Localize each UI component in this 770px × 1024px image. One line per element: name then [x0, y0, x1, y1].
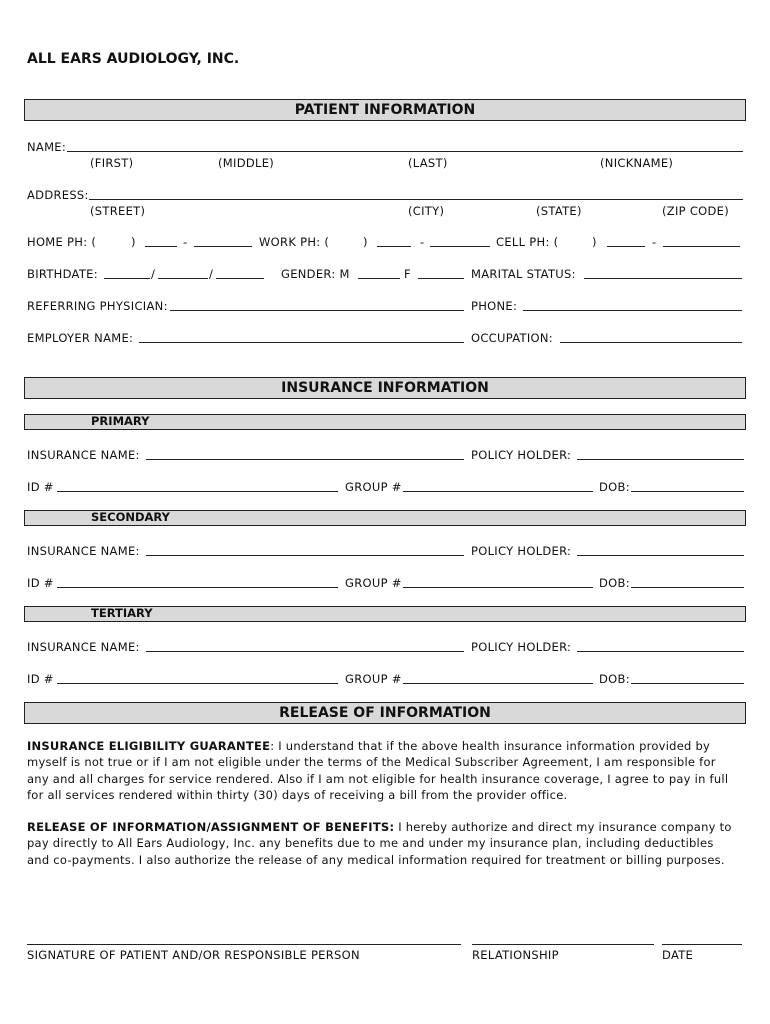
phone-field[interactable]: [523, 310, 742, 311]
cell-phone-paren: ): [592, 235, 597, 249]
tertiary-header: [24, 606, 746, 622]
middle-caption: (MIDDLE): [218, 156, 275, 170]
primary-id-label: ID #: [27, 480, 54, 494]
cell-phone-label: CELL PH: (: [496, 235, 559, 249]
birthdate-label: BIRTHDATE:: [27, 267, 98, 281]
birthdate-slash-1: /: [151, 267, 156, 281]
secondary-group-field[interactable]: [403, 587, 593, 588]
gender-f-field[interactable]: [418, 278, 464, 279]
eligibility-guarantee-paragraph: [27, 738, 739, 803]
employer-name-field[interactable]: [139, 342, 464, 343]
work-phone-number-field[interactable]: [430, 246, 490, 247]
assignment-of-benefits-text: I hereby authorize and direct my insurance company to pay directly to All Ears Audiology, Inc. any benefits due to me and under my insurance plan, including deductibles and co-payments. I also authorize the release of any medical information required for treatment or billing purposes.: [27, 820, 732, 867]
name-label: NAME:: [27, 140, 67, 154]
name-field[interactable]: [67, 151, 743, 152]
birthdate-slash-2: /: [209, 267, 214, 281]
referring-physician-label: REFERRING PHYSICIAN:: [27, 299, 168, 313]
primary-dob-field[interactable]: [631, 491, 744, 492]
last-caption: (LAST): [408, 156, 448, 170]
address-label: ADDRESS:: [27, 188, 89, 202]
gender-m-field[interactable]: [358, 278, 400, 279]
nickname-caption: (NICKNAME): [600, 156, 674, 170]
work-phone-label: WORK PH: (: [259, 235, 330, 249]
primary-group-field[interactable]: [403, 491, 593, 492]
primary-header: [24, 414, 746, 430]
home-phone-prefix-field[interactable]: [145, 246, 177, 247]
tertiary-insurance-name-label: INSURANCE NAME:: [27, 640, 140, 654]
marital-status-label: MARITAL STATUS:: [471, 267, 576, 281]
secondary-label: SECONDARY: [91, 510, 170, 524]
street-caption: (STREET): [90, 204, 146, 218]
primary-label: PRIMARY: [91, 414, 150, 428]
secondary-id-field[interactable]: [57, 587, 338, 588]
home-phone-dash: -: [183, 235, 188, 249]
address-field[interactable]: [89, 199, 743, 200]
secondary-policy-holder-label: POLICY HOLDER:: [471, 544, 572, 558]
primary-policy-holder-label: POLICY HOLDER:: [471, 448, 572, 462]
zip-caption: (ZIP CODE): [662, 204, 730, 218]
referring-physician-field[interactable]: [170, 310, 464, 311]
work-phone-paren: ): [363, 235, 368, 249]
secondary-id-label: ID #: [27, 576, 54, 590]
section-insurance-information: INSURANCE INFORMATION: [24, 377, 746, 399]
secondary-group-label: GROUP #: [345, 576, 402, 590]
assignment-of-benefits-paragraph: [27, 819, 739, 868]
tertiary-id-label: ID #: [27, 672, 54, 686]
birthdate-year-field[interactable]: [216, 278, 264, 279]
primary-group-label: GROUP #: [345, 480, 402, 494]
primary-insurance-name-label: INSURANCE NAME:: [27, 448, 140, 462]
secondary-insurance-name-field[interactable]: [146, 555, 464, 556]
birthdate-day-field[interactable]: [158, 278, 208, 279]
employer-name-label: EMPLOYER NAME:: [27, 331, 134, 345]
date-label: DATE: [662, 948, 694, 962]
relationship-label: RELATIONSHIP: [472, 948, 559, 962]
first-caption: (FIRST): [90, 156, 134, 170]
birthdate-month-field[interactable]: [104, 278, 150, 279]
gender-m-label: GENDER: M: [281, 267, 350, 281]
state-caption: (STATE): [536, 204, 582, 218]
cell-phone-dash: -: [652, 235, 657, 249]
home-phone-number-field[interactable]: [194, 246, 252, 247]
phone-label: PHONE:: [471, 299, 518, 313]
marital-status-field[interactable]: [584, 278, 742, 279]
relationship-field[interactable]: [472, 944, 654, 945]
secondary-insurance-name-label: INSURANCE NAME:: [27, 544, 140, 558]
section-patient-information: PATIENT INFORMATION: [24, 99, 746, 121]
tertiary-label: TERTIARY: [91, 606, 153, 620]
tertiary-dob-field[interactable]: [631, 683, 744, 684]
signature-field[interactable]: [27, 944, 461, 945]
city-caption: (CITY): [408, 204, 445, 218]
company-name: ALL EARS AUDIOLOGY, INC.: [27, 51, 240, 67]
primary-dob-label: DOB:: [599, 480, 630, 494]
section-release-of-information: RELEASE OF INFORMATION: [24, 702, 746, 724]
eligibility-guarantee-title: INSURANCE ELIGIBILITY GUARANTEE: [27, 739, 271, 753]
assignment-of-benefits-title: RELEASE OF INFORMATION/ASSIGNMENT OF BENEFITS:: [27, 820, 395, 834]
tertiary-dob-label: DOB:: [599, 672, 630, 686]
tertiary-insurance-name-field[interactable]: [146, 651, 464, 652]
primary-insurance-name-field[interactable]: [146, 459, 464, 460]
eligibility-guarantee-text: : I understand that if the above health insurance information provided by myself is not true or if I am not eligible under the terms of the Medical Subscriber Agreement, I am responsible for any and all charges for service rendered. Also if I am not eligible for health insurance coverage, I agree to pay in full for all services rendered within thirty (30) days of receiving a bill from the provider office.: [27, 739, 729, 802]
tertiary-id-field[interactable]: [57, 683, 338, 684]
work-phone-dash: -: [420, 235, 425, 249]
gender-f-label: F: [404, 267, 411, 281]
secondary-dob-label: DOB:: [599, 576, 630, 590]
home-phone-label: HOME PH: (: [27, 235, 97, 249]
occupation-label: OCCUPATION:: [471, 331, 553, 345]
tertiary-policy-holder-label: POLICY HOLDER:: [471, 640, 572, 654]
secondary-policy-holder-field[interactable]: [577, 555, 744, 556]
secondary-header: [24, 510, 746, 526]
tertiary-group-field[interactable]: [403, 683, 593, 684]
occupation-field[interactable]: [560, 342, 742, 343]
secondary-dob-field[interactable]: [631, 587, 744, 588]
primary-policy-holder-field[interactable]: [577, 459, 744, 460]
cell-phone-number-field[interactable]: [663, 246, 740, 247]
work-phone-prefix-field[interactable]: [377, 246, 411, 247]
home-phone-paren: ): [131, 235, 136, 249]
tertiary-group-label: GROUP #: [345, 672, 402, 686]
date-field[interactable]: [662, 944, 742, 945]
primary-id-field[interactable]: [57, 491, 338, 492]
cell-phone-prefix-field[interactable]: [607, 246, 645, 247]
tertiary-policy-holder-field[interactable]: [577, 651, 744, 652]
signature-label: SIGNATURE OF PATIENT AND/OR RESPONSIBLE PERSON: [27, 948, 360, 962]
